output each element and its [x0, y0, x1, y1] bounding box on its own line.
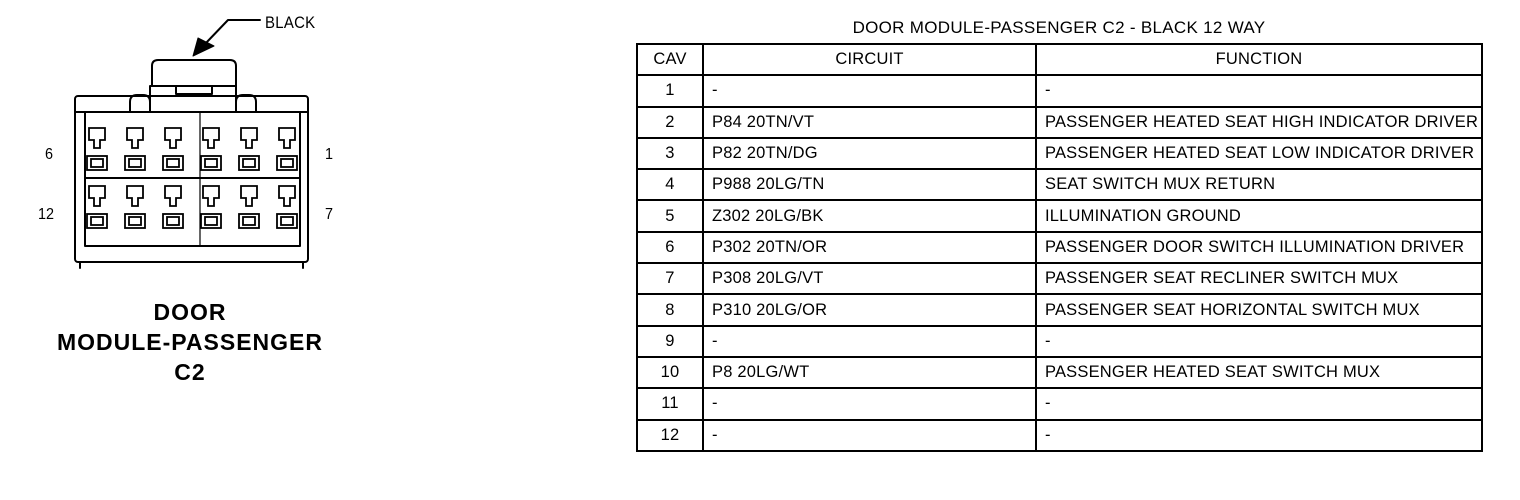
latch-side-left: [150, 86, 152, 112]
connector-title-line: DOOR: [153, 299, 227, 325]
cell-cav: 9: [637, 326, 703, 357]
connector-diagram: [0, 0, 620, 500]
cell-circuit: P302 20TN/OR: [703, 232, 1036, 263]
cell-cav: 7: [637, 263, 703, 294]
terminal-cavity: [201, 128, 221, 170]
cell-function: ILLUMINATION GROUND: [1036, 200, 1482, 231]
right-tab: [236, 95, 256, 112]
cell-cav: 1: [637, 75, 703, 106]
connector-title: [40, 297, 340, 387]
cell-circuit: -: [703, 388, 1036, 419]
table-row: [637, 326, 1482, 357]
cell-cav: 3: [637, 138, 703, 169]
terminal-cavity: [125, 128, 145, 170]
cell-cav: 5: [637, 200, 703, 231]
table-row: [637, 294, 1482, 325]
cell-cav: 6: [637, 232, 703, 263]
table-row: [637, 107, 1482, 138]
latch-stem: [176, 86, 212, 94]
terminal-cavity: [277, 186, 297, 228]
terminal-cavity: [125, 186, 145, 228]
pinout-table: [636, 43, 1483, 452]
terminal-cavity: [87, 186, 107, 228]
cell-function: -: [1036, 388, 1482, 419]
terminal-cavity: [239, 186, 259, 228]
cell-function: PASSENGER HEATED SEAT LOW INDICATOR DRIVER: [1036, 138, 1482, 169]
terminal-cavity: [87, 128, 107, 170]
table-row: [637, 388, 1482, 419]
left-tab: [130, 95, 150, 112]
table-row: [637, 357, 1482, 388]
cell-circuit: Z302 20LG/BK: [703, 200, 1036, 231]
table-row: [637, 263, 1482, 294]
cell-function: PASSENGER SEAT RECLINER SWITCH MUX: [1036, 263, 1482, 294]
lead-line: [205, 20, 260, 44]
pin-label-top-right: 1: [325, 146, 334, 163]
cell-cav: 10: [637, 357, 703, 388]
cell-circuit: -: [703, 326, 1036, 357]
cell-cav: 8: [637, 294, 703, 325]
cell-function: -: [1036, 420, 1482, 451]
cell-cav: 11: [637, 388, 703, 419]
cell-circuit: P84 20TN/VT: [703, 107, 1036, 138]
table-row: [637, 200, 1482, 231]
cell-cav: 2: [637, 107, 703, 138]
table-row: [637, 138, 1482, 169]
cell-function: PASSENGER SEAT HORIZONTAL SWITCH MUX: [1036, 294, 1482, 325]
cell-function: PASSENGER DOOR SWITCH ILLUMINATION DRIVER: [1036, 232, 1482, 263]
pin-label-top-left: 6: [45, 146, 54, 163]
cell-circuit: P82 20TN/DG: [703, 138, 1036, 169]
header-cav: CAV: [637, 44, 703, 75]
terminal-cavity: [163, 128, 183, 170]
terminal-cavity: [163, 186, 183, 228]
cell-circuit: P310 20LG/OR: [703, 294, 1036, 325]
terminal-cavity: [277, 128, 297, 170]
cell-function: SEAT SWITCH MUX RETURN: [1036, 169, 1482, 200]
table-header-row: [637, 44, 1482, 75]
cell-circuit: P988 20LG/TN: [703, 169, 1036, 200]
table-row: [637, 75, 1482, 106]
connector-latch: [152, 60, 236, 86]
cell-cav: 4: [637, 169, 703, 200]
cell-circuit: -: [703, 420, 1036, 451]
cell-cav: 12: [637, 420, 703, 451]
connector-title-line: MODULE-PASSENGER: [56, 329, 324, 355]
cell-function: PASSENGER HEATED SEAT SWITCH MUX: [1036, 357, 1482, 388]
cell-function: -: [1036, 326, 1482, 357]
pin-label-bottom-right: 7: [325, 206, 334, 223]
table-row: [637, 232, 1482, 263]
connector-title-line: C2: [174, 359, 206, 385]
cell-function: PASSENGER HEATED SEAT HIGH INDICATOR DRIVER: [1036, 107, 1482, 138]
table-row: [637, 169, 1482, 200]
table-row: [637, 420, 1482, 451]
table-title: DOOR MODULE-PASSENGER C2 - BLACK 12 WAY: [852, 18, 1266, 37]
lead-arrow: [193, 38, 214, 56]
cell-function: -: [1036, 75, 1482, 106]
header-circuit: CIRCUIT: [703, 44, 1036, 75]
wire-color-label: BLACK: [265, 13, 316, 32]
terminal-cavity: [201, 186, 221, 228]
header-function: FUNCTION: [1036, 44, 1482, 75]
pin-label-bottom-left: 12: [38, 206, 55, 223]
cell-circuit: -: [703, 75, 1036, 106]
terminal-cavity: [239, 128, 259, 170]
cell-circuit: P308 20LG/VT: [703, 263, 1036, 294]
cell-circuit: P8 20LG/WT: [703, 357, 1036, 388]
